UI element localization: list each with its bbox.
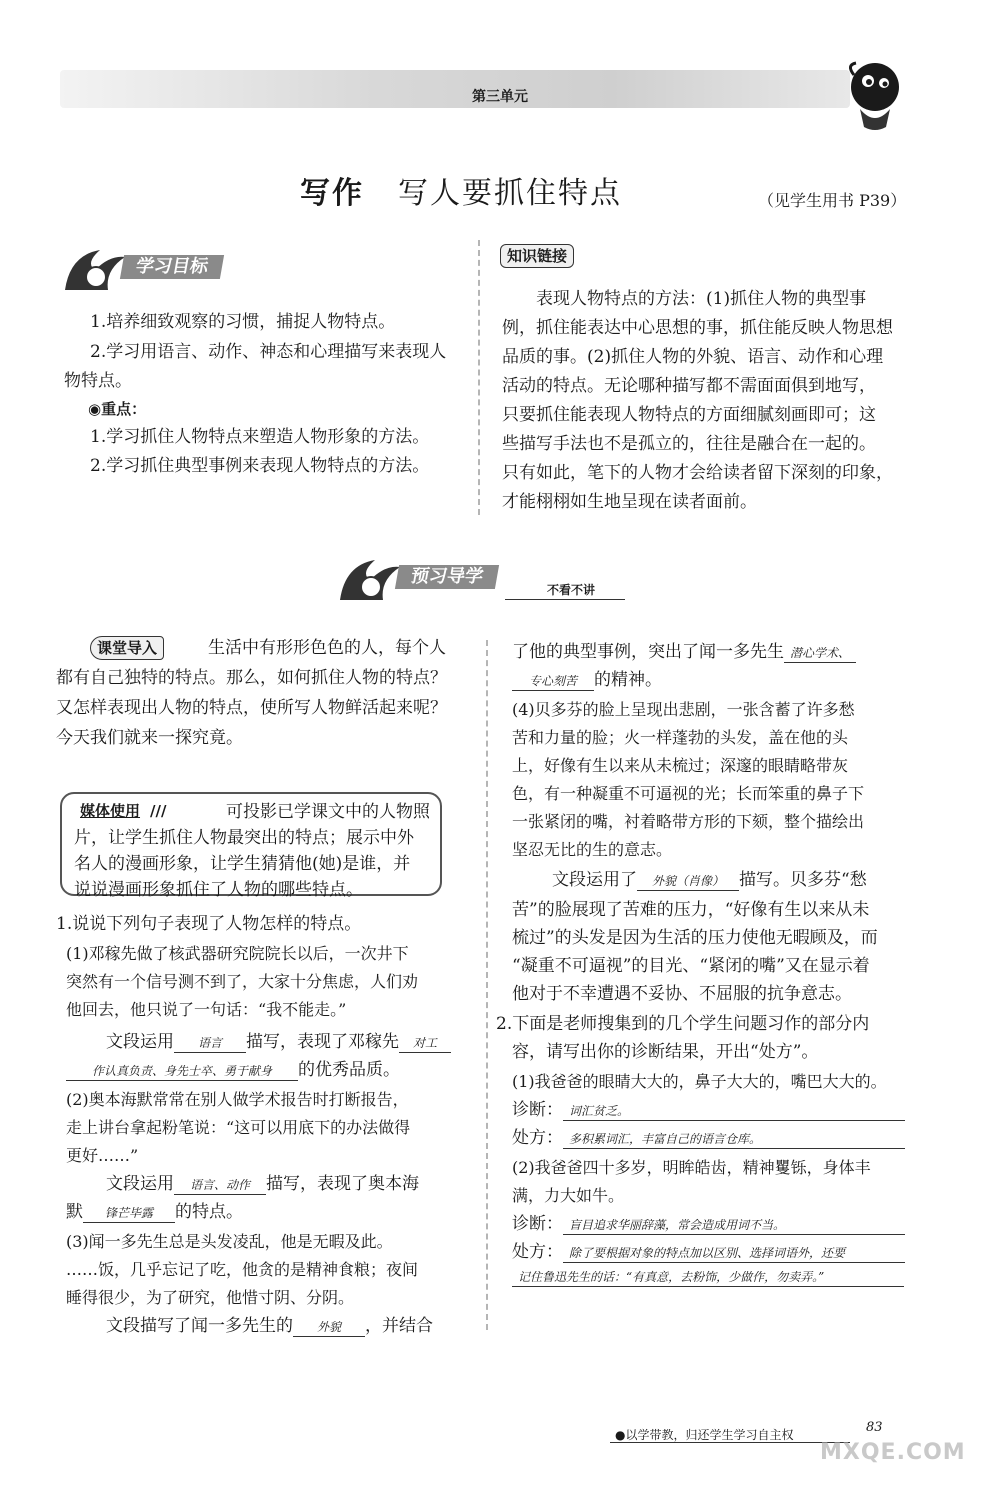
q1-passage-line: 更好……” — [66, 1146, 139, 1165]
knowledge-line: 表现人物特点的方法：(1)抓住人物的典型事 — [536, 289, 867, 309]
q1-answer-4-line: 他对于不幸遭遇不妥协、不屈服的抗争意志。 — [512, 984, 852, 1004]
goals-banner-text: 学习目标 — [120, 255, 224, 279]
intro-line: 又怎样表现出人物的特点，使所写人物鲜活起来呢？ — [56, 698, 447, 718]
q1-passage-line: 上，好像有生以来从未梳过；深邃的眼睛略带灰 — [512, 756, 849, 775]
q1-answer-3-cont2: 专心刻苦 的精神。 — [512, 668, 662, 692]
q1-passage-line: 苦和力量的脸；火一样蓬勃的头发，盖在他的头 — [512, 728, 849, 747]
q1-passage-line: (3)闻一多先生总是头发凌乱，他是无暇及此。 — [66, 1232, 393, 1251]
q1-passage-line: (4)贝多芬的脸上呈现出悲剧，一张含蓄了许多愁 — [512, 700, 855, 719]
knowledge-line: 活动的特点。无论哪种描写都不需面面俱到地写， — [502, 376, 876, 396]
answer-blank[interactable]: 除了要根据对象的特点加以区别、选择词语外，还要 — [563, 1244, 905, 1263]
q1-passage-line: 色，有一种凝重不可逼视的光；长而笨重的鼻子下 — [512, 784, 865, 803]
q1-passage-line: 一张紧闭的嘴，衬着略带方形的下颏，整个描绘出 — [512, 812, 865, 831]
footer-slogan: ●以学带教，归还学生学习自主权 — [615, 1428, 794, 1442]
q2-prescription-1: 处方： 多积累词汇，丰富自己的语言仓库。 — [512, 1126, 905, 1150]
q1-answer-4-line: 梳过”的头发是因为生活的压力使他无暇顾及，而 — [512, 928, 878, 948]
intro-tag-label: 课堂导入 — [90, 636, 164, 660]
preview-banner-text: 预习导学 — [395, 565, 499, 589]
preview-banner — [335, 555, 635, 603]
q2-diagnosis-2: 诊断： 盲目追求华丽辞藻，常会造成用词不当。 — [512, 1212, 905, 1236]
mascot-icon — [840, 55, 910, 135]
intro-line: 都有自己独特的特点。那么，如何抓住人物的特点？ — [56, 668, 447, 688]
knowledge-line: 些描写手法也不是孤立的，往往是融合在一起的。 — [502, 434, 876, 454]
media-line: 片，让学生抓住人物最突出的特点；展示中外 — [74, 828, 414, 848]
goals-banner — [60, 245, 280, 293]
column-divider — [486, 640, 488, 1330]
q1-answer-4-line: 苦”的脸展现了苦难的压力，“好像有生以来从未 — [512, 900, 870, 920]
q1-answer-1: 文段运用 语言 描写，表现了邓稼先 对工 — [106, 1030, 451, 1054]
flame-emblem-icon — [60, 245, 130, 295]
q2-sentence: (1)我爸爸的眼睛大大的，鼻子大大的，嘴巴大大的。 — [512, 1072, 887, 1091]
goal-item: 2.学习用语言、动作、神态和心理描写来表现人 — [90, 342, 447, 362]
question-1-title: 1.说说下列句子表现了人物怎样的特点。 — [56, 914, 362, 934]
answer-blank[interactable]: 外貌 — [293, 1318, 365, 1337]
answer-blank[interactable]: 词汇贫乏。 — [563, 1102, 905, 1121]
focus-label: ◉重点： — [88, 400, 147, 418]
answer-blank[interactable]: 多积累词汇，丰富自己的语言仓库。 — [563, 1130, 905, 1149]
focus-item: 1.学习抓住人物特点来塑造人物形象的方法。 — [90, 427, 430, 447]
goal-item: 1.培养细致观察的习惯，捕捉人物特点。 — [90, 312, 396, 332]
q1-answer-4: 文段运用了 外貌（肖像） 描写。贝多芬“愁 — [552, 870, 867, 890]
knowledge-line: 只有如此，笔下的人物才会给读者留下深刻的印象， — [502, 463, 893, 483]
answer-blank[interactable]: 语言 — [174, 1034, 246, 1053]
answer-blank[interactable]: 记住鲁迅先生的话：“有真意，去粉饰，少做作，勿卖弄。” — [512, 1268, 904, 1287]
q1-answer-1-cont: 作认真负责、身先士卒、勇于献身 的优秀品质。 — [66, 1058, 400, 1082]
goal-item: 物特点。 — [64, 371, 132, 391]
knowledge-line: 只要抓住能表现人物特点的方面细腻刻画即可；这 — [502, 405, 876, 425]
media-tag: 媒体使用 /// — [74, 800, 166, 822]
media-line: 可投影已学课文中的人物照 — [226, 802, 430, 822]
unit-title: 第三单元 — [472, 89, 528, 105]
q1-passage-line: 坚忍无比的生的意志。 — [512, 840, 673, 859]
q1-passage-line: ……饭，几乎忘记了吃，他贪的是精神食粮；夜间 — [66, 1260, 419, 1279]
answer-blank[interactable]: 对工 — [399, 1034, 451, 1053]
column-divider — [478, 240, 480, 515]
preview-banner-rule — [505, 599, 625, 600]
watermark: MXQE.COM — [820, 1440, 966, 1465]
knowledge-line: 才能栩栩如生地呈现在读者面前。 — [502, 492, 757, 512]
q1-passage-line: (2)奥本海默常常在别人做学术报告时打断报告， — [66, 1090, 409, 1109]
q1-answer-3: 文段描写了闻一多先生的 外貌 ，并结合 — [106, 1316, 433, 1336]
q1-answer-2: 文段运用 语言、动作 描写，表现了奥本海 — [106, 1174, 419, 1194]
title-kind: 写作 — [300, 176, 364, 211]
media-line: 说说漫画形象抓住了人物的哪些特点。 — [74, 880, 363, 900]
question-2-title: 容，请写出你的诊断结果，开出“处方”。 — [512, 1042, 819, 1062]
intro-line: 生活中有形形色色的人，每个人 — [208, 638, 446, 658]
flame-emblem-icon — [335, 555, 405, 605]
knowledge-line: 品质的事。(2)抓住人物的外貌、语言、动作和心理 — [502, 347, 884, 367]
intro-tag — [90, 636, 164, 660]
q1-answer-3-cont: 了他的典型事例，突出了闻一多先生 潜心学术、 — [512, 640, 856, 664]
title-topic: 写人要抓住特点 — [398, 176, 622, 211]
q2-diagnosis-1: 诊断： 词汇贫乏。 — [512, 1098, 905, 1122]
answer-blank[interactable]: 外貌（肖像） — [637, 872, 739, 891]
q2-sentence: (2)我爸爸四十多岁，明眸皓齿，精神矍铄，身体丰 — [512, 1158, 871, 1177]
q2-sentence: 满，力大如牛。 — [512, 1186, 625, 1205]
question-2-title: 2.下面是老师搜集到的几个学生问题习作的部分内 — [496, 1014, 870, 1034]
answer-blank[interactable]: 锋芒毕露 — [83, 1204, 175, 1223]
page-number: 83 — [866, 1420, 883, 1435]
q2-prescription-2-cont — [512, 1264, 904, 1288]
knowledge-tag — [500, 244, 574, 268]
preview-banner-sub: 不看不讲 — [547, 583, 596, 597]
q1-passage-line: (1)邓稼先做了核武器研究院院长以后，一次井下 — [66, 944, 409, 963]
answer-blank[interactable]: 作认真负责、身先士卒、勇于献身 — [66, 1062, 298, 1081]
q1-answer-4-line: “凝重不可逼视”的目光、“紧闭的嘴”又在显示着 — [512, 956, 870, 976]
media-line: 名人的漫画形象，让学生猜猜他(她)是谁，并 — [74, 854, 411, 874]
answer-blank[interactable]: 语言、动作 — [174, 1176, 266, 1195]
knowledge-line: 例，抓住能表达中心思想的事，抓住能反映人物思想 — [502, 318, 893, 338]
q1-passage-line: 走上讲台拿起粉笔说：“这可以用底下的办法做得 — [66, 1118, 411, 1137]
focus-item: 2.学习抓住典型事例来表现人物特点的方法。 — [90, 456, 430, 476]
answer-blank[interactable]: 盲目追求华丽辞藻，常会造成用词不当。 — [563, 1216, 905, 1235]
q1-passage-line: 睡得很少，为了研究，他惜寸阴、分阴。 — [66, 1288, 355, 1307]
q2-prescription-2: 处方： 除了要根据对象的特点加以区别、选择词语外，还要 — [512, 1240, 905, 1264]
knowledge-tag-label: 知识链接 — [500, 244, 574, 268]
answer-blank[interactable]: 潜心学术、 — [784, 644, 856, 663]
answer-blank[interactable]: 专心刻苦 — [512, 672, 594, 691]
q1-answer-2-cont: 默 锋芒毕露 的特点。 — [66, 1202, 243, 1222]
page-title — [300, 168, 622, 212]
intro-line: 今天我们就来一探究竟。 — [56, 728, 243, 748]
q1-passage-line: 他回去，他只说了一句话：“我不能走。” — [66, 1000, 347, 1019]
q1-passage-line: 突然有一个信号测不到了，大家十分焦虑，人们劝 — [66, 972, 419, 991]
media-tag-label: 媒体使用 — [80, 802, 141, 820]
textbook-reference: （见学生用书 P39） — [758, 191, 907, 210]
